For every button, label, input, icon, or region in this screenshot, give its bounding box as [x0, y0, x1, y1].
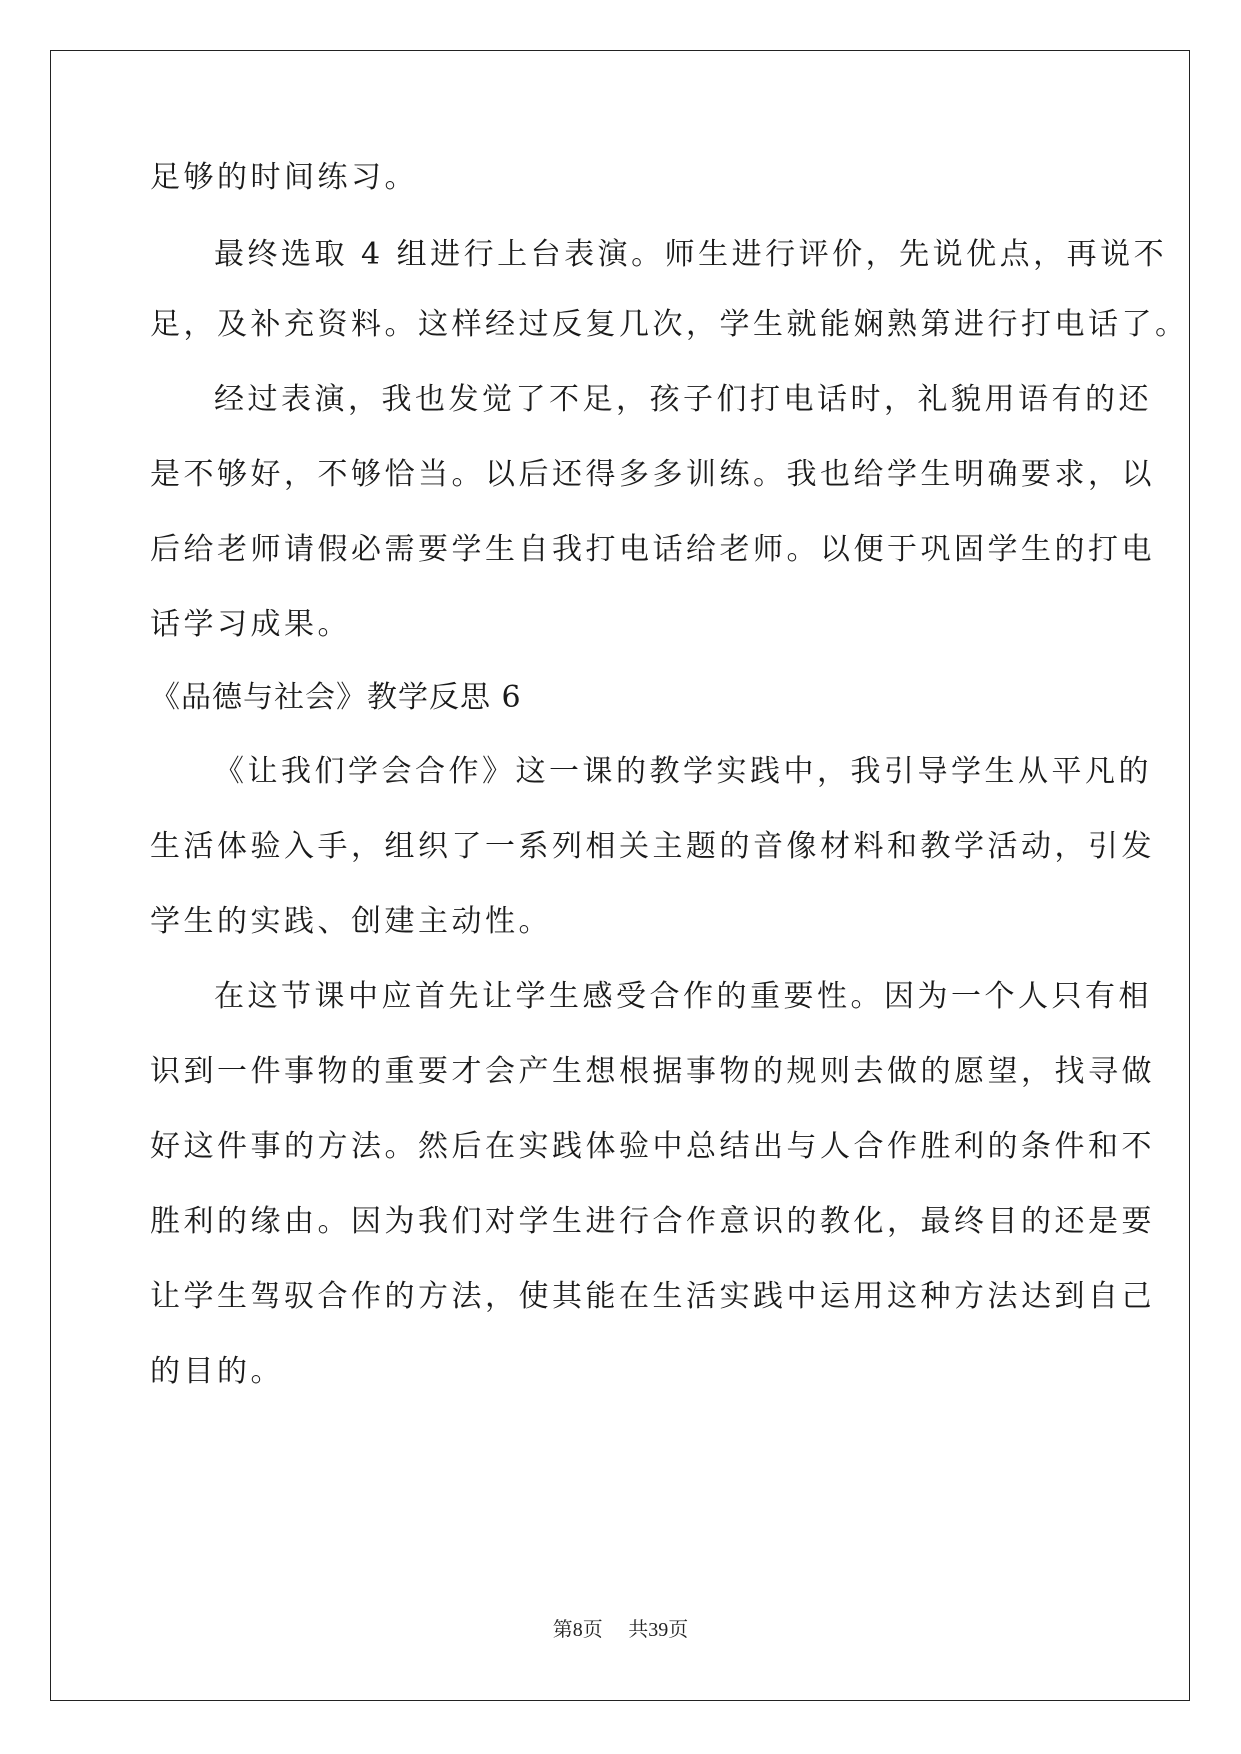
text-line: 让学生驾驭合作的方法，使其能在生活实践中运用这种方法达到自己 [150, 1279, 1155, 1314]
page-border [50, 50, 1190, 1701]
total-suffix: 页 [668, 1617, 689, 1641]
paragraph-first-line: 最终选取 4 组进行上台表演。师生进行评价，先说优点，再说不 [214, 237, 1168, 272]
total-pages: 39 [648, 1619, 669, 1641]
page-prefix: 第 [552, 1617, 573, 1641]
total-prefix: 共 [628, 1617, 649, 1641]
text-line: 话学习成果。 [150, 607, 351, 642]
page-footer [0, 1617, 1241, 1642]
text-line: 的目的。 [150, 1354, 284, 1389]
page-number: 8 [572, 1619, 583, 1641]
section-heading: 《品德与社会》教学反思 6 [150, 680, 522, 715]
text-line: 好这件事的方法。然后在实践体验中总结出与人合作胜利的条件和不 [150, 1129, 1155, 1164]
paragraph-first-line: 经过表演，我也发觉了不足，孩子们打电话时，礼貌用语有的还 [214, 382, 1152, 417]
page-suffix: 页 [582, 1617, 603, 1641]
text-line: 生活体验入手，组织了一系列相关主题的音像材料和教学活动，引发 [150, 829, 1155, 864]
text-line: 胜利的缘由。因为我们对学生进行合作意识的教化，最终目的还是要 [150, 1204, 1155, 1239]
paragraph-first-line: 《让我们学会合作》这一课的教学实践中，我引导学生从平凡的 [214, 754, 1152, 789]
text-line: 识到一件事物的重要才会产生想根据事物的规则去做的愿望，找寻做 [150, 1054, 1155, 1089]
text-line: 学生的实践、创建主动性。 [150, 904, 552, 939]
text-line: 足，及补充资料。这样经过反复几次，学生就能娴熟第进行打电话了。 [150, 307, 1189, 342]
paragraph-first-line: 在这节课中应首先让学生感受合作的重要性。因为一个人只有相 [214, 979, 1152, 1014]
text-line: 后给老师请假必需要学生自我打电话给老师。以便于巩固学生的打电 [150, 532, 1155, 567]
text-line: 是不够好，不够恰当。以后还得多多训练。我也给学生明确要求，以 [150, 457, 1155, 492]
text-line: 足够的时间练习。 [150, 160, 418, 195]
